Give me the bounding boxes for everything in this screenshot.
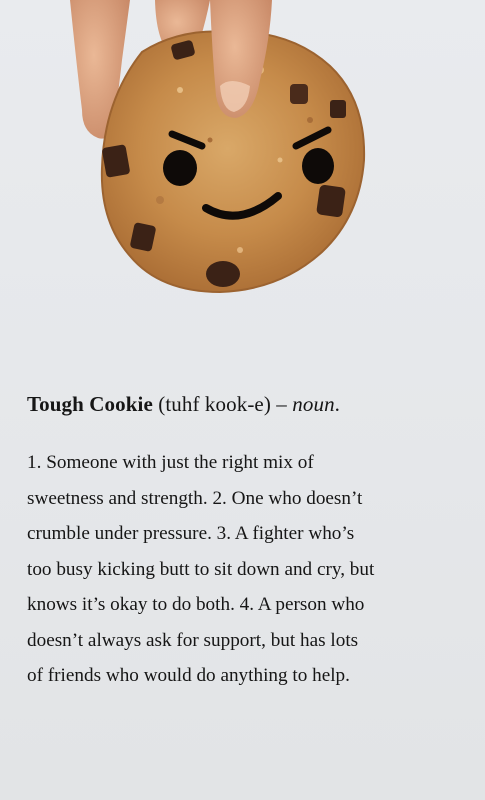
definition-line: too busy kicking butt to sit down and cry, but — [27, 558, 375, 580]
end-punctuation: . — [334, 392, 341, 416]
definition-line: 1. Someone with just the right mix of — [27, 452, 314, 473]
definition-line: crumble under pressure. 3. A fighter who’s — [27, 523, 355, 544]
definition-line: of friends who would do anything to help. — [27, 665, 350, 686]
dictionary-definition — [27, 392, 467, 694]
cookie-icon — [60, 0, 400, 305]
separator: – — [276, 392, 287, 416]
definition-line: knows it’s okay to do both. 4. A person who — [27, 594, 365, 615]
definition-line: doesn’t always ask for support, but has lots — [27, 629, 359, 651]
entry-heading — [27, 392, 467, 417]
part-of-speech: noun — [292, 392, 335, 416]
definition-line: sweetness and strength. 2. One who doesn’t — [27, 487, 363, 509]
definition-body — [27, 445, 467, 694]
headword: Tough Cookie — [27, 392, 153, 416]
pronunciation: (tuhf kook-e) — [158, 392, 271, 416]
